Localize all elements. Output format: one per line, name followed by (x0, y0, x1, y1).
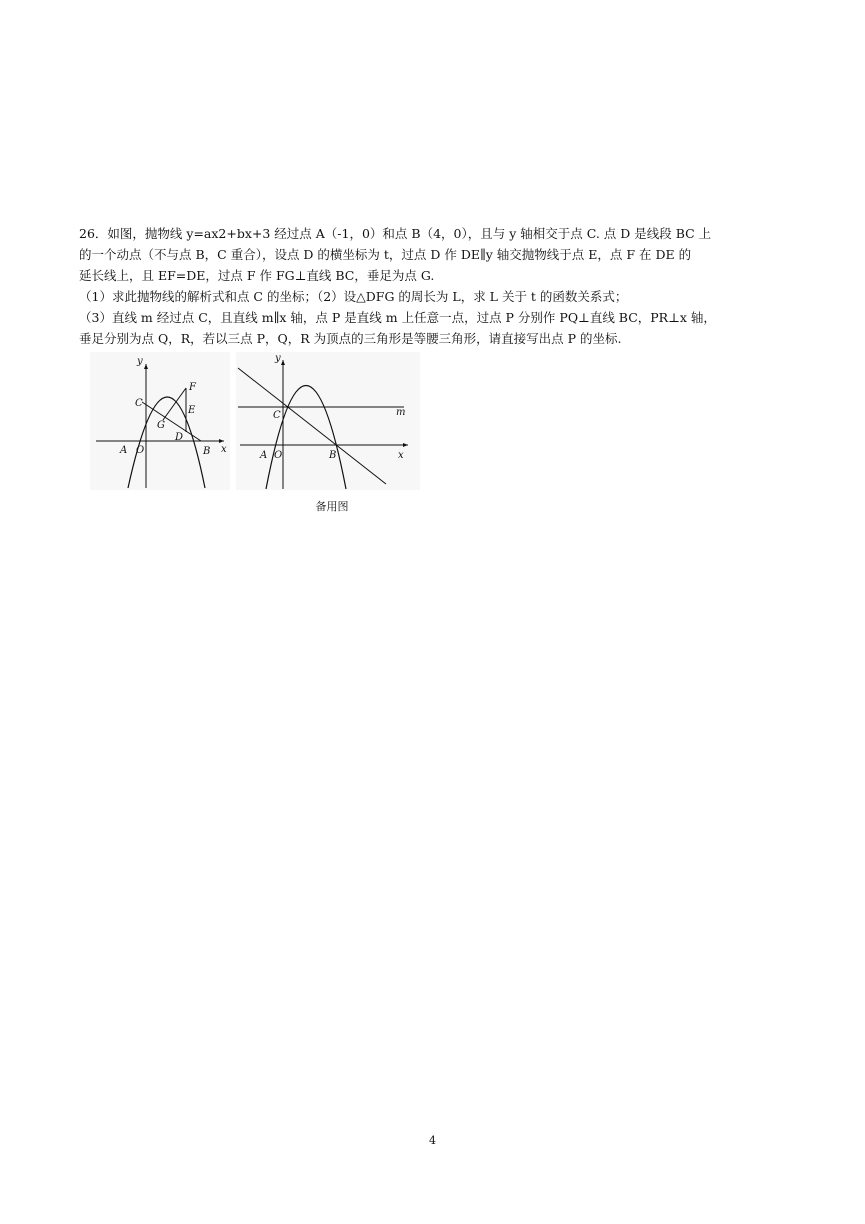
x-axis-arrow (219, 439, 224, 443)
parabola (266, 386, 346, 490)
problem-line-6: 垂足分别为点 Q，R，若以三点 P，Q，R 为顶点的三角形是等腰三角形，请直接写出点 P 的坐标. (79, 331, 622, 346)
label-b: B (203, 446, 211, 457)
label-b: B (329, 450, 337, 461)
problem-statement (79, 223, 785, 349)
label-o: O (136, 445, 145, 456)
label-e: E (188, 405, 196, 416)
label-g: G (157, 420, 165, 431)
problem-line-1: 26．如图，抛物线 y=ax2+bx+3 经过点 A（-1，0）和点 B（4，0），且与 y 轴相交于点 C. 点 D 是线段 BC 上 (79, 226, 712, 241)
y-axis-arrow (281, 360, 285, 365)
label-y: y (137, 356, 143, 367)
problem-line-3: 延长线上，且 EF=DE，过点 F 作 FG⊥直线 BC，垂足为点 G. (79, 268, 435, 283)
figure-backup-diagram (236, 352, 420, 490)
problem-line-4: （1）求此抛物线的解析式和点 C 的坐标；（2）设△DFG 的周长为 L，求 L 关于 t 的函数关系式； (79, 289, 628, 304)
segment-fg (163, 388, 186, 420)
label-m: m (396, 407, 406, 418)
y-axis-arrow (144, 364, 148, 369)
label-c: C (135, 398, 143, 409)
label-o: O (274, 450, 283, 461)
label-x: x (221, 444, 227, 455)
label-f: F (189, 382, 196, 393)
figure-caption: 备用图 (315, 500, 349, 513)
figure-backup (236, 352, 420, 490)
problem-line-2: 的一个动点（不与点 B，C 重合），设点 D 的横坐标为 t，过点 D 作 DE∥y 轴交抛物线于点 E，点 F 在 DE 的 (79, 247, 692, 262)
figure-main (90, 352, 230, 490)
label-a: A (120, 445, 128, 456)
page-number: 4 (429, 1134, 436, 1147)
problem-line-5: （3）直线 m 经过点 C，且直线 m∥x 轴，点 P 是直线 m 上任意一点，过点 P 分别作 PQ⊥直线 BC，PR⊥x 轴， (79, 310, 716, 325)
figures (90, 352, 420, 490)
label-x: x (398, 450, 404, 461)
label-d: D (175, 432, 184, 443)
label-y: y (275, 353, 281, 364)
x-axis-arrow (403, 443, 408, 447)
figure-main-diagram (90, 352, 230, 490)
line-bc (238, 368, 386, 484)
label-c: C (273, 410, 281, 421)
label-a: A (260, 450, 268, 461)
